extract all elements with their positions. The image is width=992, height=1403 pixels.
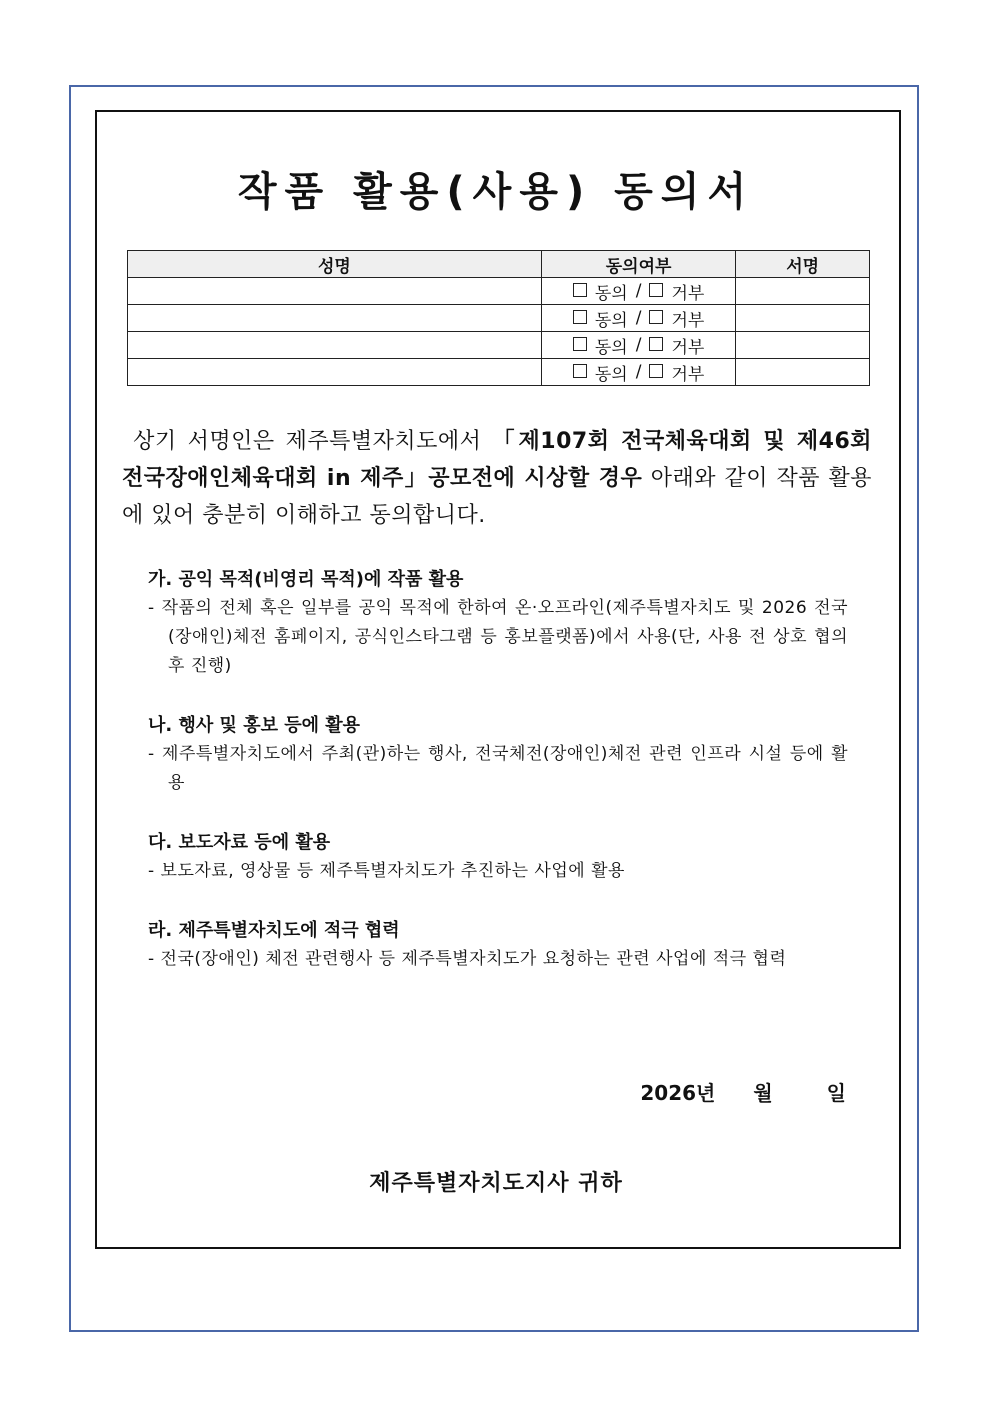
- name-cell[interactable]: [128, 332, 542, 359]
- consent-cell: [541, 332, 736, 359]
- separator: /: [635, 281, 642, 301]
- agree-checkbox[interactable]: [573, 364, 587, 378]
- addressee: 제주특별자치도지사 귀하: [369, 1171, 623, 1196]
- section-heading: 다. 보도자료 등에 활용: [148, 832, 331, 853]
- section-heading: 나. 행사 및 홍보 등에 활용: [148, 715, 361, 736]
- refuse-checkbox[interactable]: [649, 337, 663, 351]
- table-row: [128, 359, 870, 386]
- section-ga: [148, 566, 848, 681]
- refuse-label: 거부: [671, 283, 705, 304]
- section-ra: [148, 917, 848, 974]
- agree-label: 동의: [594, 364, 628, 385]
- table-row: [128, 305, 870, 332]
- agree-checkbox[interactable]: [573, 283, 587, 297]
- refuse-label: 거부: [671, 310, 705, 331]
- section-body: - 보도자료, 영상물 등 제주특별자치도가 추진하는 사업에 활용: [148, 861, 625, 881]
- name-cell[interactable]: [128, 359, 542, 386]
- header-signature: 서명: [736, 251, 870, 278]
- date-day: 일: [826, 1081, 846, 1105]
- separator: /: [635, 308, 642, 328]
- section-body: - 전국(장애인) 체전 관련행사 등 제주특별자치도가 요청하는 관련 사업에 적극 협력: [148, 949, 787, 969]
- intro-text-2: 아래와 같이 작품 활용에 있어 충분히 이해하고 동의합니다.: [122, 466, 872, 528]
- separator: /: [635, 335, 642, 355]
- intro-text-1: 상기 서명인은 제주특별자치도에서: [133, 429, 493, 454]
- section-na: [148, 712, 848, 798]
- refuse-checkbox[interactable]: [649, 364, 663, 378]
- signature-cell[interactable]: [736, 359, 870, 386]
- table-row: [128, 278, 870, 305]
- refuse-label: 거부: [671, 337, 705, 358]
- intro-bold-text: 「제107회 전국체육대회 및 제46회 전국장애인체육대회 in 제주」공모전에 시상할 경우: [122, 429, 873, 491]
- table-header-row: [128, 251, 870, 278]
- consent-table: [127, 250, 870, 386]
- intro-paragraph: [122, 423, 872, 534]
- agree-label: 동의: [594, 310, 628, 331]
- date-line: [640, 1077, 846, 1106]
- table-row: [128, 332, 870, 359]
- refuse-checkbox[interactable]: [649, 310, 663, 324]
- agree-label: 동의: [594, 337, 628, 358]
- document-title: 작품 활용(사용) 동의서: [237, 169, 755, 215]
- agree-checkbox[interactable]: [573, 337, 587, 351]
- signature-cell[interactable]: [736, 305, 870, 332]
- consent-cell: [541, 305, 736, 332]
- agree-label: 동의: [594, 283, 628, 304]
- header-consent: 동의여부: [541, 251, 736, 278]
- section-heading: 가. 공익 목적(비영리 목적)에 작품 활용: [148, 569, 464, 590]
- separator: /: [635, 362, 642, 382]
- section-body: - 제주특별자치도에서 주최(관)하는 행사, 전국체전(장애인)체전 관련 인프라 시설 등에 활용: [148, 744, 848, 793]
- name-cell[interactable]: [128, 278, 542, 305]
- agree-checkbox[interactable]: [573, 310, 587, 324]
- refuse-label: 거부: [671, 364, 705, 385]
- header-name: 성명: [128, 251, 542, 278]
- section-body: - 작품의 전체 혹은 일부를 공익 목적에 한하여 온·오프라인(제주특별자치도 및 2026 전국(장애인)체전 홈페이지, 공식인스타그램 등 홍보플랫폼)에서 사용(단, 사용 전 상호 협의 후 진행): [148, 598, 848, 676]
- date-month: 월: [753, 1081, 773, 1105]
- section-da: [148, 829, 848, 886]
- consent-cell: [541, 359, 736, 386]
- signature-cell[interactable]: [736, 332, 870, 359]
- refuse-checkbox[interactable]: [649, 283, 663, 297]
- section-heading: 라. 제주특별자치도에 적극 협력: [148, 920, 400, 941]
- date-year: 2026년: [640, 1081, 716, 1105]
- signature-cell[interactable]: [736, 278, 870, 305]
- consent-cell: [541, 278, 736, 305]
- name-cell[interactable]: [128, 305, 542, 332]
